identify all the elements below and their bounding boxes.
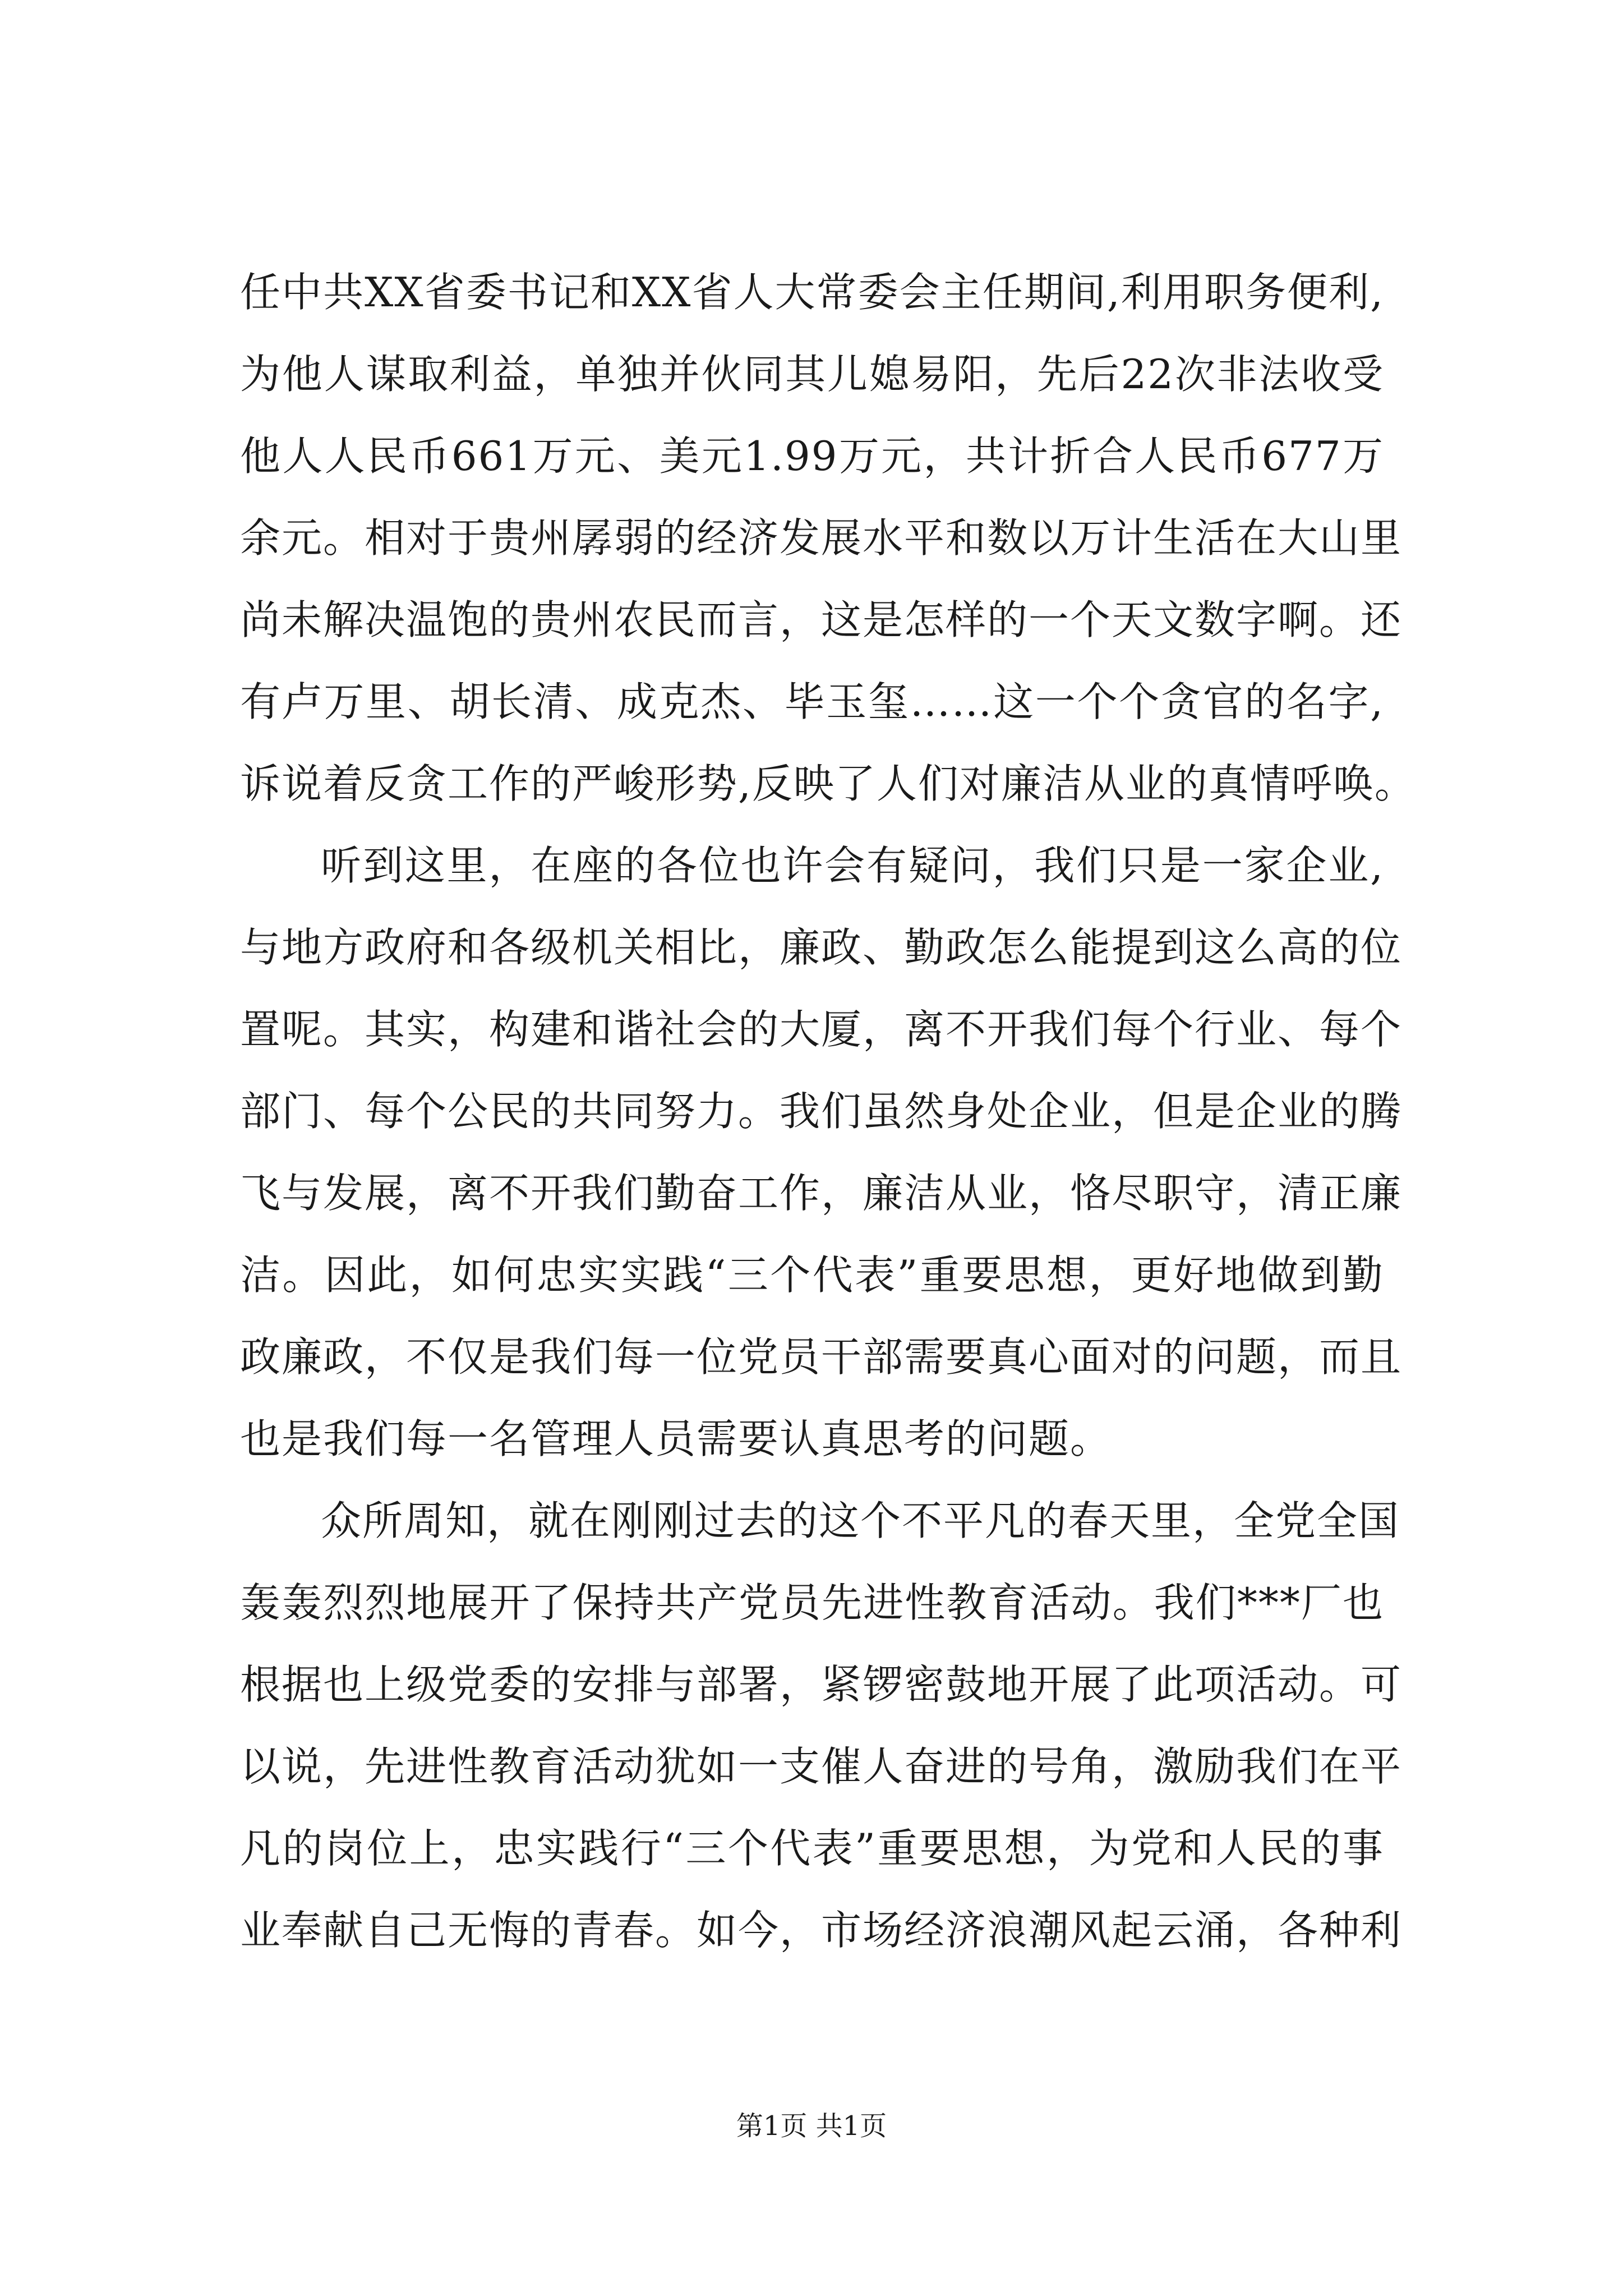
text-line: 飞与发展，离不开我们勤奋工作，廉洁从业，恪尽职守，清正廉 — [240, 1170, 1403, 1217]
text-line: 与地方政府和各级机关相比，廉政、勤政怎么能提到这么高的位 — [240, 924, 1403, 971]
text-line: 政廉政，不仅是我们每一位党员干部需要真心面对的问题，而且 — [240, 1333, 1403, 1381]
text-line: 余元。相对于贵州孱弱的经济发展水平和数以万计生活在大山里 — [240, 514, 1403, 562]
text-line: 任中共XX省委书记和XX省人大常委会主任期间,利用职务便利, — [240, 269, 1384, 316]
text-line: 以说，先进性教育活动犹如一支催人奋进的号角，激励我们在平 — [240, 1743, 1403, 1790]
text-line: 置呢。其实，构建和谐社会的大厦，离不开我们每个行业、每个 — [240, 1006, 1403, 1053]
text-line: 轰轰烈烈地展开了保持共产党员先进性教育活动。我们***厂也 — [240, 1579, 1384, 1626]
text-line: 听到这里，在座的各位也许会有疑问，我们只是一家企业, — [321, 842, 1384, 889]
text-line: 业奉献自己无悔的青春。如今，市场经济浪潮风起云涌，各种利 — [240, 1907, 1403, 1954]
text-line: 也是我们每一名管理人员需要认真思考的问题。 — [240, 1415, 1112, 1462]
text-line: 洁。因此，如何忠实实践“三个代表”重要思想，更好地做到勤 — [240, 1251, 1384, 1299]
text-line: 根据也上级党委的安排与部署，紧锣密鼓地开展了此项活动。可 — [240, 1661, 1403, 1708]
document-body — [240, 251, 1416, 1971]
text-line: 部门、每个公民的共同努力。我们虽然身处企业，但是企业的腾 — [240, 1088, 1403, 1135]
page-footer: 第1页 共1页 — [736, 2110, 887, 2142]
text-line: 众所周知，就在刚刚过去的这个不平凡的春天里，全党全国 — [321, 1497, 1400, 1544]
text-line: 为他人谋取利益，单独并伙同其儿媳易阳，先后22次非法收受 — [240, 351, 1384, 398]
text-line: 尚未解决温饱的贵州农民而言，这是怎样的一个天文数字啊。还 — [240, 596, 1403, 643]
text-line: 他人人民币661万元、美元1.99万元，共计折合人民币677万 — [240, 432, 1384, 480]
text-line: 有卢万里、胡长清、成克杰、毕玉玺……这一个个贪官的名字, — [240, 678, 1384, 725]
text-line: 凡的岗位上，忠实践行“三个代表”重要思想，为党和人民的事 — [240, 1825, 1384, 1872]
text-line: 诉说着反贪工作的严峻形势,反映了人们对廉洁从业的真情呼唤。 — [240, 760, 1416, 807]
